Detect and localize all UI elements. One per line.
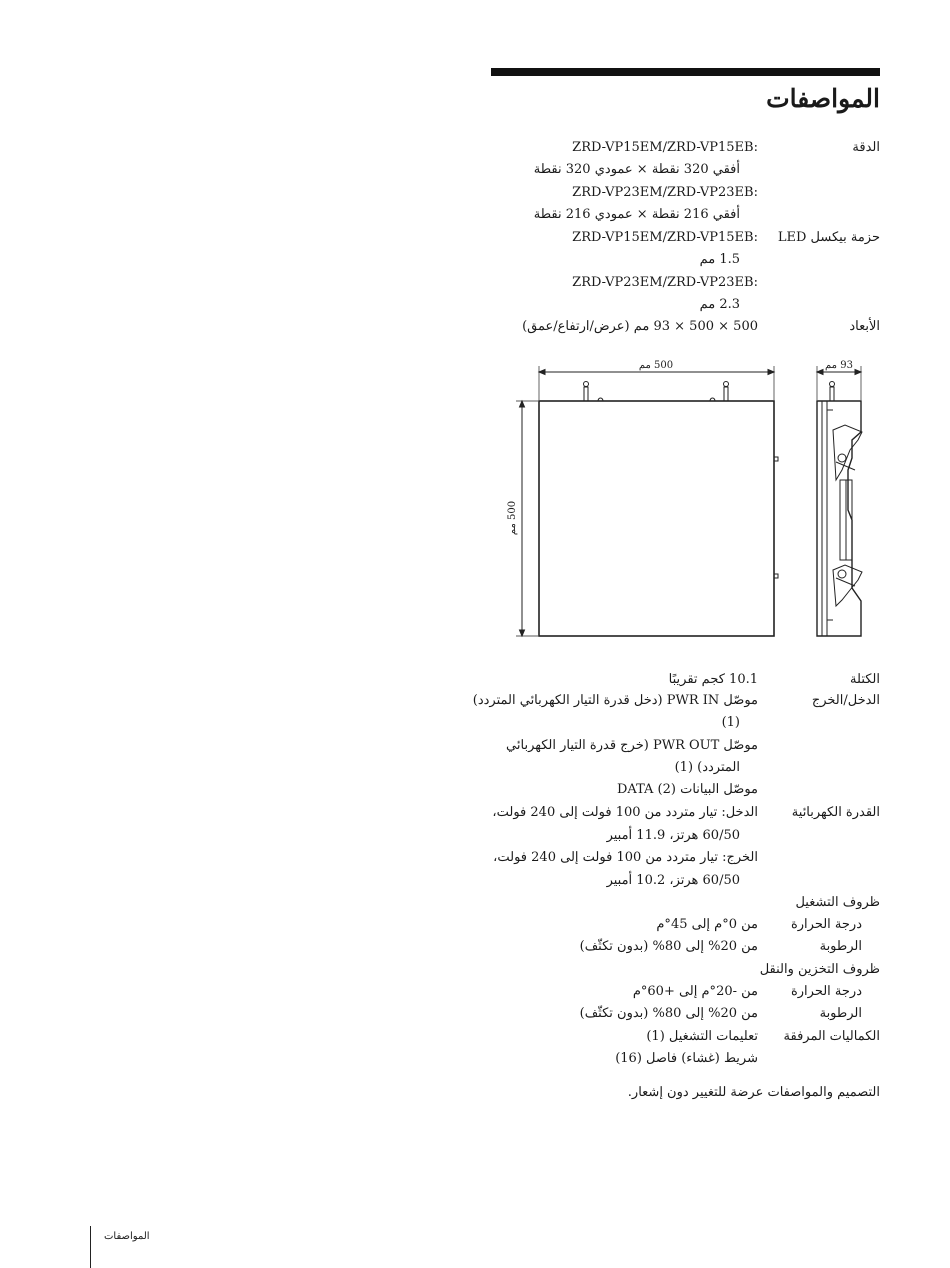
- power-line-3: الخرج: تيار متردد من 100 فولت إلى 240 فولت،: [493, 850, 758, 865]
- operating-temp-value: من 0°م إلى 45°م: [656, 917, 758, 932]
- footer-section-title: المواصفات: [104, 1231, 150, 1242]
- front-panel-outline: [539, 401, 774, 636]
- pitch-model-1: :ZRD-VP15EM/ZRD-VP15EB: [572, 230, 758, 245]
- storage-temp-label: درجة الحرارة: [790, 984, 862, 999]
- storage-humidity-value: من 20% إلى 80% (بدون تكثّف): [579, 1006, 758, 1021]
- storage-label: ظروف التخزين والنقل: [759, 962, 880, 977]
- resolution-label: الدقة: [852, 140, 880, 155]
- io-label: الدخل/الخرج: [811, 693, 880, 708]
- resolution-model-2: :ZRD-VP23EM/ZRD-VP23EB: [572, 185, 758, 200]
- accessory-1: تعليمات التشغيل (1): [646, 1029, 758, 1044]
- power-label: القدرة الكهربائية: [791, 805, 880, 820]
- pitch-label: حزمة بيكسل LED: [777, 230, 880, 245]
- operating-humidity-value: من 20% إلى 80% (بدون تكثّف): [579, 939, 758, 954]
- disclaimer-note: التصميم والمواصفات عرضة للتغيير دون إشعار.: [627, 1085, 880, 1100]
- dimensions-label: الأبعاد: [849, 319, 880, 334]
- storage-humidity-label: الرطوبة: [819, 1006, 862, 1021]
- io-line-1: موصّل PWR IN (دخل قدرة التيار الكهربائي المتردد): [472, 693, 758, 708]
- operating-humidity-label: الرطوبة: [819, 939, 862, 954]
- resolution-model-1: :ZRD-VP15EM/ZRD-VP15EB: [572, 140, 758, 155]
- page-title: المواصفات: [766, 84, 880, 113]
- operating-label: ظروف التشغيل: [795, 895, 880, 910]
- pitch-value-2: 2.3 مم: [699, 297, 740, 312]
- pitch-value-1: 1.5 مم: [699, 252, 740, 267]
- depth-label: 93 مم: [825, 360, 853, 371]
- resolution-value-1: أفقي 320 نقطة × عمودي 320 نقطة: [533, 162, 740, 177]
- footer-rule: [90, 1226, 91, 1268]
- mass-label: الكتلة: [850, 672, 880, 687]
- io-line-5: موصّل البيانات DATA (2): [616, 782, 758, 797]
- dimensions-value: 500 × 500 × 93 مم (عرض/ارتفاع/عمق): [522, 319, 758, 334]
- height-label: 500 مم: [507, 500, 518, 536]
- io-line-2: (1): [721, 715, 740, 730]
- accessories-label: الكماليات المرفقة: [783, 1029, 880, 1044]
- operating-temp-label: درجة الحرارة: [790, 917, 862, 932]
- width-label: 500 مم: [638, 360, 674, 371]
- accessory-2: شريط (غشاء) فاصل (16): [615, 1051, 758, 1066]
- io-line-3: موصّل PWR OUT (خرج قدرة التيار الكهربائي: [506, 738, 758, 753]
- resolution-value-2: أفقي 216 نقطة × عمودي 216 نقطة: [533, 207, 740, 222]
- io-line-4: المتردد) (1): [674, 760, 740, 775]
- power-line-1: الدخل: تيار متردد من 100 فولت إلى 240 فولت،: [492, 805, 758, 820]
- mass-value: 10.1 كجم تقريبًا: [668, 672, 758, 687]
- power-line-2: 60/50 هرتز، 11.9 أمبير: [606, 828, 740, 843]
- power-line-4: 60/50 هرتز، 10.2 أمبير: [606, 873, 740, 888]
- storage-temp-value: من -20°م إلى +60°م: [632, 984, 758, 999]
- pitch-model-2: :ZRD-VP23EM/ZRD-VP23EB: [572, 275, 758, 290]
